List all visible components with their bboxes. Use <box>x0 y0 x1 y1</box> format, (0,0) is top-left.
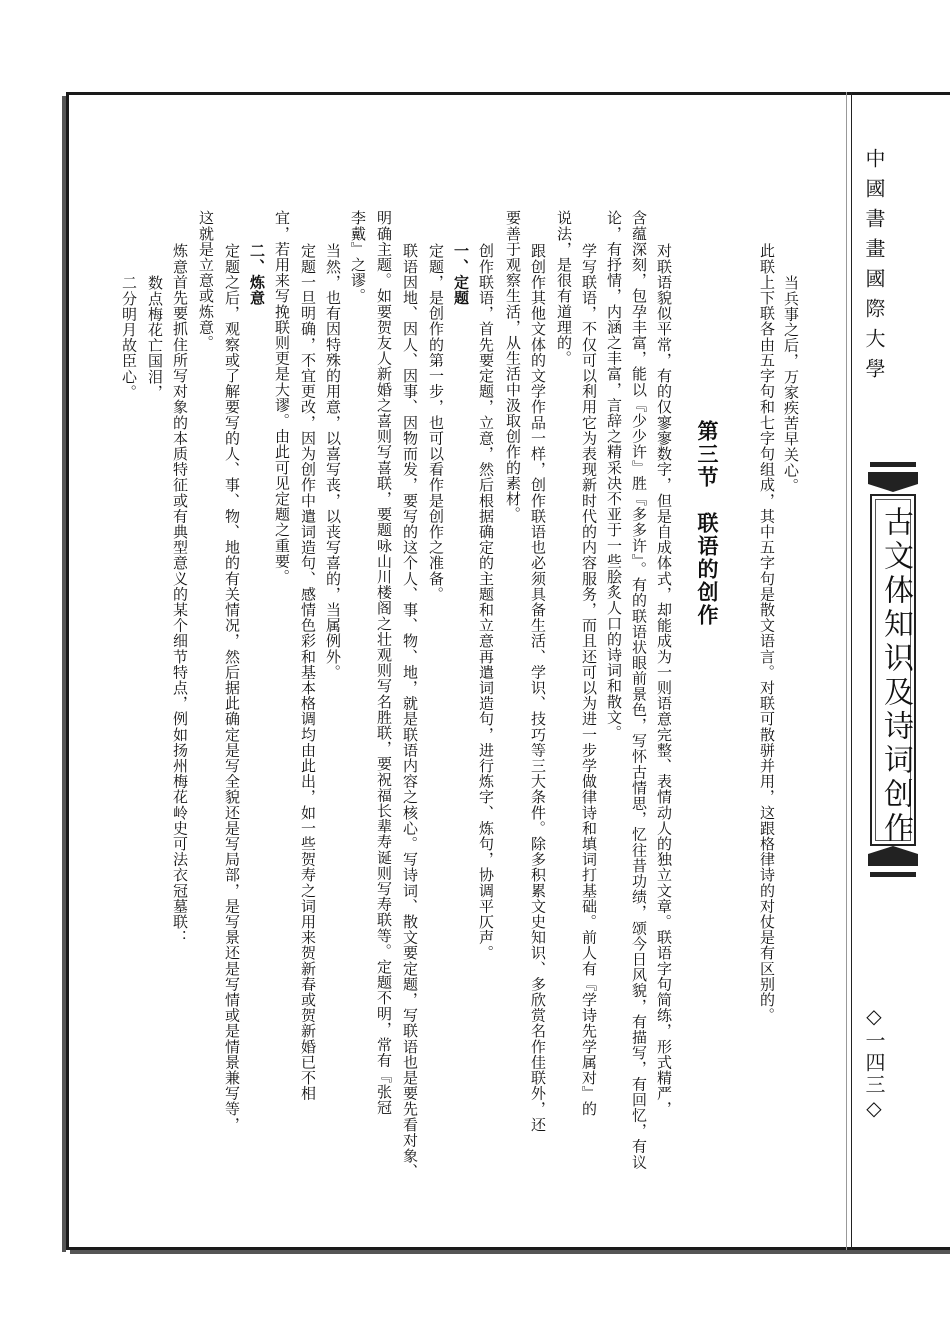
text-column: 当兵事之后，万家疾苦早关心。 <box>782 275 800 494</box>
text-column: 炼意首先要抓住所写对象的本质特征或有典型意义的某个细节特点，例如扬州梅花岭史可法衣冠墓联： <box>171 243 189 945</box>
title-ornament-bar-bottom <box>870 872 916 877</box>
text-column: 明确主题。如要贺友人新婚之喜则写喜联，要题咏山川楼阁之壮观则写名胜联，要祝福长辈寿诞则写寿联等。定题不明，常有『张冠 <box>375 210 393 1115</box>
text-column: 含蕴深刻，包孕丰富，能以『少少许』胜『多多许』。有的联语状眼前景色，写怀古情思，忆往昔功绩，颂今日风貌，有描写，有回忆，有议 <box>630 210 648 1170</box>
text-column: 要善于观察生活，从生活中汲取创作的素材。 <box>504 210 522 522</box>
text-column: 创作联语，首先要定题，立意，然后根据确定的主题和立意再遣词造句，进行炼字、炼句，协调平仄声。 <box>477 243 495 961</box>
subheading: 一、定题 <box>452 243 470 306</box>
text-column: 定题一旦明确，不宜更改，因为创作中遣词造句、感情色彩和基本格调均由此出，如一些贺寿之词用来贺新春或贺新婚已不相 <box>299 243 317 1101</box>
text-column: 李戴』之谬。 <box>349 210 367 304</box>
text-column: 定题，是创作的第一步，也可以看作是创作之准备。 <box>427 243 445 602</box>
text-column: 此联上下联各由五字句和七字句组成，其中五字句是散文语言。对联可散骈并用，这跟格律诗的对仗是有区别的。 <box>758 243 776 1023</box>
page-number: ◇一四三◇ <box>862 1004 886 1122</box>
margin-divider-inner <box>846 92 847 1250</box>
frame-shadow-bottom <box>70 1250 950 1254</box>
text-column: 联语因地、因人、因事、因物而发，要写的这个人、事、物、地，就是联语内容之核心。写诗词、散文要定题，写联语也是要先看对象、 <box>401 243 419 1179</box>
text-column: 跟创作其他文体的文学作品一样，创作联语也必须具备生活、学识、技巧等三大条件。除多积累文史知识、多欣赏名作佳联外，还 <box>529 243 547 1133</box>
couplet-line: 二分明月故臣心。 <box>120 275 138 400</box>
subheading: 二、炼意 <box>248 243 266 306</box>
title-ornament-bar-top <box>870 462 916 467</box>
text-column: 学写联语，不仅可以利用它为表现新时代的内容服务，而且还可以为进一步学做律诗和填词打基础。前人有『学诗先学属对』的 <box>580 243 598 1117</box>
university-name: 中國書畫國際大學 <box>862 148 886 388</box>
text-column: 定题之后，观察或了解要写的人、事、物、地的有关情况，然后据此确定是写全貌还是写局部，是写景还是写情或是情景兼写等， <box>223 243 241 1133</box>
text-column: 这就是立意或炼意。 <box>197 210 215 351</box>
text-column: 当然，也有因特殊的用意，以喜写丧，以丧写喜的，当属例外。 <box>324 243 342 680</box>
text-column: 论，有抒情，内涵之丰富，言辞之精采决不亚于一些脍炙人口的诗词和散文。 <box>605 210 623 741</box>
couplet-line: 数点梅花亡国泪， <box>146 275 164 400</box>
text-column: 对联语貌似平常，有的仅寥寥数字，但是自成体式，却能成为一则语意完整、表情动人的独立文章。联语字句简练，形式精严， <box>655 243 673 1117</box>
section-heading: 第三节 联语的创作 <box>695 420 720 627</box>
margin-divider <box>851 92 852 1250</box>
text-column: 宜，若用来写挽联则更是大谬。由此可见定题之重要。 <box>273 210 291 585</box>
text-column: 说法，是很有道理的。 <box>555 210 573 366</box>
book-title: 古文体知识及诗词创作 <box>878 506 913 846</box>
